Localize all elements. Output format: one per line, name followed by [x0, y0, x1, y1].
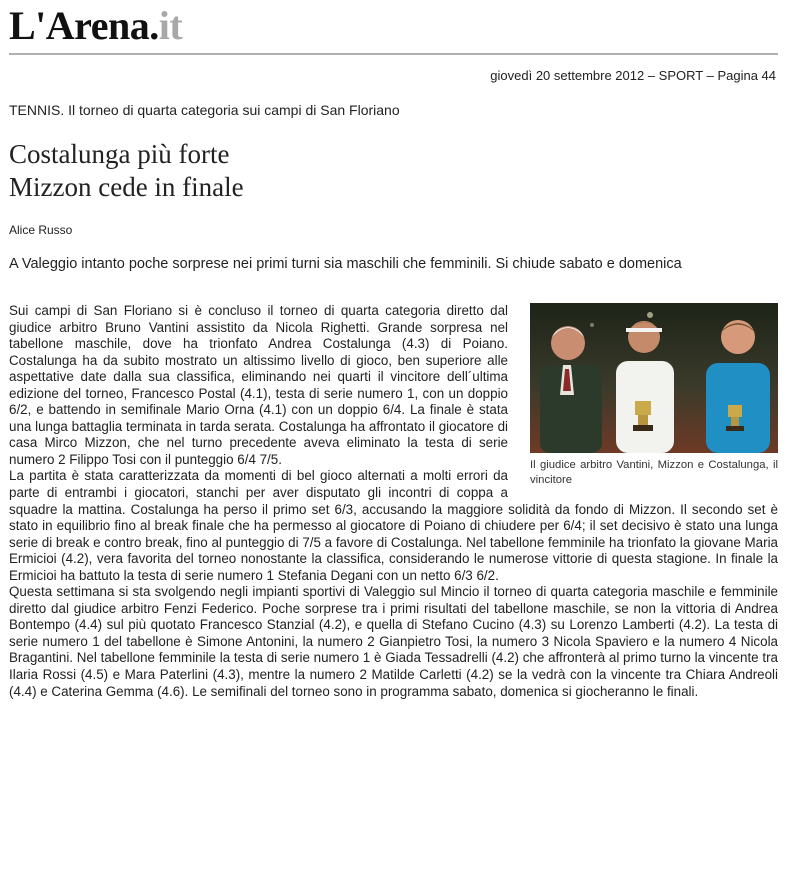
body-paragraph-2: La partita è stata caratterizzata da momenti di bel gioco alternati a molti errori da parte di entrambi i giocatori, stanchi per aver disputato gli incontri di coppa a squadre la mattina. Costalunga ha perso il primo set 6/3, accusando la maggiore solidità da fondo di Mizzon. Il secondo set è stato in equilibrio fino al break finale che ha permesso al giocatore di Poiano di chiudere per 6/4; il set decisivo è stato una lunga serie di break e contro break, fino al punteggio di 7/5 a favore di Costalunga. Nel tabellone femminile ha trionfato la giovane Maria Ermicioi (4.2), vera favorita del torneo nonostante la classifica, considerando le numerose vittorie di questa stagione. In finale la Ermicioi ha battuto la testa di serie numero 1 Stefania Degani con un netto 6/3 6/2. — [9, 468, 778, 583]
masthead-dot: . — [149, 3, 159, 48]
masthead-logo[interactable] — [9, 3, 183, 48]
article-headline — [9, 138, 244, 204]
headline-line-2: Mizzon cede in finale — [9, 172, 244, 202]
article-author: Alice Russo — [9, 223, 73, 237]
photo-caption: Il giudice arbitro Vantini, Mizzon e Costalunga, il vincitore — [530, 459, 778, 486]
article-subtitle: A Valeggio intanto poche sorprese nei primi turni sia maschili che femminili. Si chiude sabato e domenica — [9, 256, 682, 272]
body-paragraph-1: Sui campi di San Floriano si è concluso il torneo di quarta categoria diretto dal giudice arbitro Bruno Vantini assistito da Nicola Righetti. Grande sorpresa nel tabellone maschile, dove ha trionfato Andrea Costalunga (4.3) di Poiano. Costalunga ha da subito mostrato un altissimo livello di gioco, ben superiore alle aspettative date dalla sua classifica, eliminando nei quarti il vincitore dell´ultima edizione del torneo, Francesco Postal (4.1), testa di serie numero 1, con un doppio 6/2, e battendo in semifinale Mario Orna (4.1) con un doppio 6/4. La finale è stata una lunga battaglia terminata in tarda serata. Costalunga ha affrontato il giocatore di casa Mirco Mizzon, che nel turno precedente aveva eliminato la testa di serie numero 2 Filippo Tosi con il punteggio 6/4 7/5. — [9, 303, 508, 467]
dateline: giovedì 20 settembre 2012 – SPORT – Pagina 44 — [490, 68, 776, 83]
masthead-tld: it — [158, 3, 183, 48]
article-figure — [530, 303, 778, 488]
article-kicker: TENNIS. Il torneo di quarta categoria sui campi di San Floriano — [9, 102, 400, 118]
body-paragraph-3: Questa settimana si sta svolgendo negli impianti sportivi di Valeggio sul Mincio il torneo di quarta categoria maschile e femminile diretto dal giudice arbitro Fenzi Federico. Poche sorprese tra i primi risultati del tabellone maschile, se non la vittoria di Andrea Bontempo (4.4) sul più quotato Francesco Stanzial (4.2), e quella di Stefano Cucino (4.3) su Lorenzo Lamberti (4.2). La testa di serie numero 1 del tabellone è Simone Antonini, la numero 2 Gianpietro Tosi, la numero 3 Nicola Spaviero e la numero 4 Nicola Bragantini. Nel tabellone femminile la testa di serie numero 1 è Giada Tessadrelli (4.2) che affronterà al primo turno la vincente tra Ilaria Rossi (4.5) e Mara Paterlini (4.3), mentre la numero 2 Matilde Carletti (4.2) se la vedrà con la vincente tra Chiara Andreoli (4.4) e Caterina Gemma (4.6). Le semifinali del torneo sono in programma sabato, domenica si giocheranno le finali. — [9, 584, 778, 699]
masthead-name: L'Arena — [9, 3, 150, 48]
article-body — [9, 303, 778, 700]
headline-line-1: Costalunga più forte — [9, 139, 230, 169]
tennis-award-photo-icon[interactable] — [530, 303, 778, 453]
masthead-divider — [9, 53, 778, 55]
